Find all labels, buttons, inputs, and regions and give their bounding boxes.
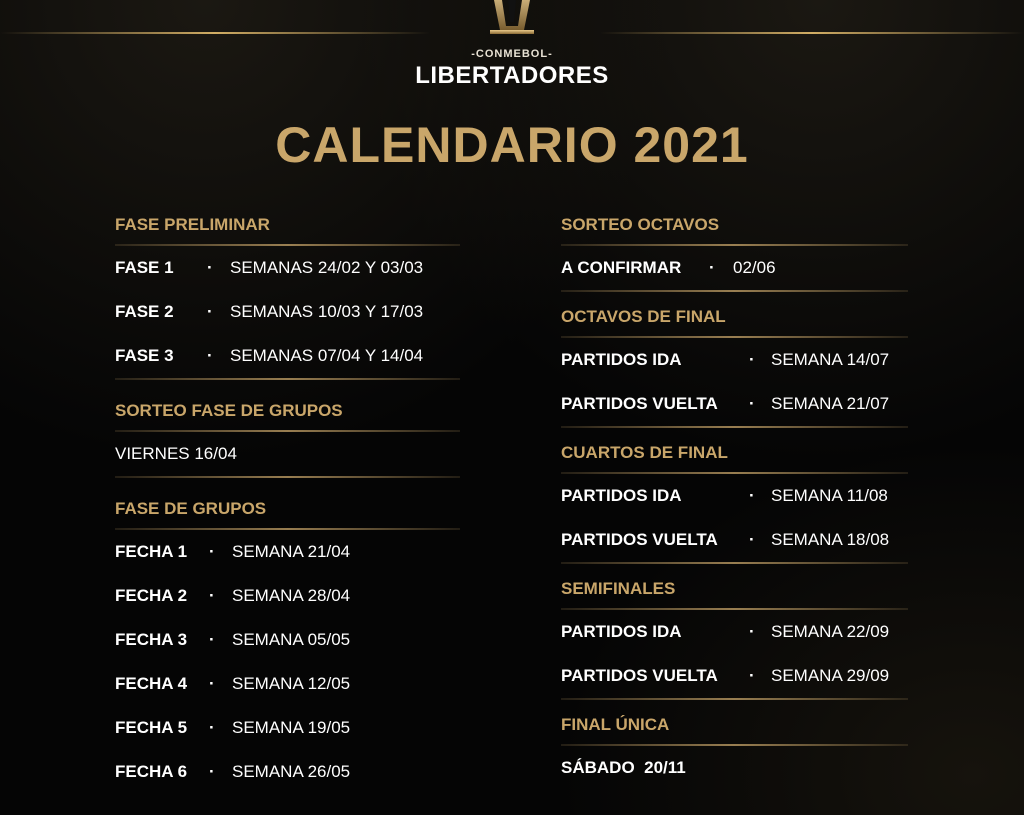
row-label: FECHA 4 bbox=[115, 674, 188, 693]
section-heading-semifinales: SEMIFINALES bbox=[561, 579, 676, 598]
row-value: SEMANA 05/05 bbox=[232, 630, 351, 649]
section-heading-sorteo-octavos: SORTEO OCTAVOS bbox=[561, 215, 720, 234]
section-heading-octavos: OCTAVOS DE FINAL bbox=[561, 307, 726, 326]
schedule-row bbox=[115, 334, 460, 378]
schedule-row bbox=[115, 750, 460, 794]
row-label: PARTIDOS IDA bbox=[561, 622, 682, 641]
row-label: A CONFIRMAR bbox=[561, 258, 682, 277]
schedule-row bbox=[115, 574, 460, 618]
brand-competition: LIBERTADORES bbox=[415, 62, 609, 89]
separator-dot: · bbox=[209, 542, 215, 561]
right-column bbox=[561, 208, 908, 790]
row-value: SEMANA 22/09 bbox=[771, 622, 890, 641]
row-label: FECHA 5 bbox=[115, 718, 188, 737]
separator-dot: · bbox=[749, 350, 755, 369]
decorative-light-right bbox=[600, 32, 1024, 34]
row-label: FASE 3 bbox=[115, 346, 174, 365]
row-label: FASE 1 bbox=[115, 258, 174, 277]
separator-dot: · bbox=[749, 394, 755, 413]
section-heading-final: FINAL ÚNICA bbox=[561, 715, 670, 734]
row-label: PARTIDOS VUELTA bbox=[561, 530, 718, 549]
row-value: SEMANAS 24/02 Y 03/03 bbox=[230, 258, 424, 277]
section-heading-fase-preliminar: FASE PRELIMINAR bbox=[115, 215, 270, 234]
section-heading-sorteo-grupos: SORTEO FASE DE GRUPOS bbox=[115, 401, 343, 420]
row-value: 02/06 bbox=[733, 258, 776, 277]
row-value: SEMANAS 07/04 Y 14/04 bbox=[230, 346, 424, 365]
row-value: SEMANA 29/09 bbox=[771, 666, 890, 685]
separator-dot: · bbox=[209, 718, 215, 737]
row-label: FECHA 3 bbox=[115, 630, 188, 649]
row-value: VIERNES 16/04 bbox=[115, 444, 237, 463]
row-label: FECHA 6 bbox=[115, 762, 188, 781]
schedule-row bbox=[115, 246, 460, 290]
decorative-light-left bbox=[0, 32, 430, 34]
separator-dot: · bbox=[749, 622, 755, 641]
schedule-row bbox=[115, 618, 460, 662]
row-label: PARTIDOS VUELTA bbox=[561, 666, 718, 685]
separator-dot: · bbox=[749, 530, 755, 549]
separator-dot: · bbox=[207, 302, 213, 321]
separator-dot: · bbox=[207, 258, 213, 277]
separator-dot: · bbox=[209, 630, 215, 649]
schedule-row bbox=[561, 338, 908, 382]
row-value: SEMANA 14/07 bbox=[771, 350, 890, 369]
row-label: PARTIDOS VUELTA bbox=[561, 394, 718, 413]
row-value: SEMANA 12/05 bbox=[232, 674, 351, 693]
row-value: SEMANA 19/05 bbox=[232, 718, 351, 737]
separator-dot: · bbox=[709, 258, 715, 277]
row-value: SEMANA 11/08 bbox=[771, 486, 888, 505]
schedule-row bbox=[115, 706, 460, 750]
separator-dot: · bbox=[209, 674, 215, 693]
separator-dot: · bbox=[207, 346, 213, 365]
row-label: PARTIDOS IDA bbox=[561, 486, 682, 505]
schedule-row bbox=[561, 746, 908, 790]
separator-dot: · bbox=[749, 666, 755, 685]
schedule-row bbox=[561, 246, 908, 290]
schedule-row bbox=[115, 662, 460, 706]
schedule-row bbox=[115, 432, 460, 476]
section-heading-cuartos: CUARTOS DE FINAL bbox=[561, 443, 728, 462]
schedule-row bbox=[561, 610, 908, 654]
row-value: SEMANA 18/08 bbox=[771, 530, 890, 549]
section-heading-fase-de-grupos: FASE DE GRUPOS bbox=[115, 499, 267, 518]
row-value: SEMANA 28/04 bbox=[232, 586, 351, 605]
row-value: SEMANAS 10/03 Y 17/03 bbox=[230, 302, 424, 321]
row-value: SEMANA 21/04 bbox=[232, 542, 351, 561]
schedule-row bbox=[561, 518, 908, 562]
page-title: CALENDARIO 2021 bbox=[275, 117, 749, 173]
row-label: PARTIDOS IDA bbox=[561, 350, 682, 369]
brand-org: -CONMEBOL- bbox=[471, 48, 553, 60]
separator-dot: · bbox=[209, 586, 215, 605]
row-label: FECHA 2 bbox=[115, 586, 188, 605]
row-value: SEMANA 26/05 bbox=[232, 762, 351, 781]
schedule-row bbox=[561, 474, 908, 518]
row-label: FECHA 1 bbox=[115, 542, 188, 561]
left-column bbox=[115, 208, 460, 794]
separator-dot: · bbox=[749, 486, 755, 505]
schedule-row bbox=[561, 654, 908, 698]
row-value: SÁBADO 20/11 bbox=[561, 758, 686, 777]
row-label: FASE 2 bbox=[115, 302, 174, 321]
schedule-row bbox=[115, 290, 460, 334]
separator-dot: · bbox=[209, 762, 215, 781]
schedule-row bbox=[115, 530, 460, 574]
schedule-row bbox=[561, 382, 908, 426]
row-value: SEMANA 21/07 bbox=[771, 394, 890, 413]
trophy-icon bbox=[472, 0, 552, 38]
